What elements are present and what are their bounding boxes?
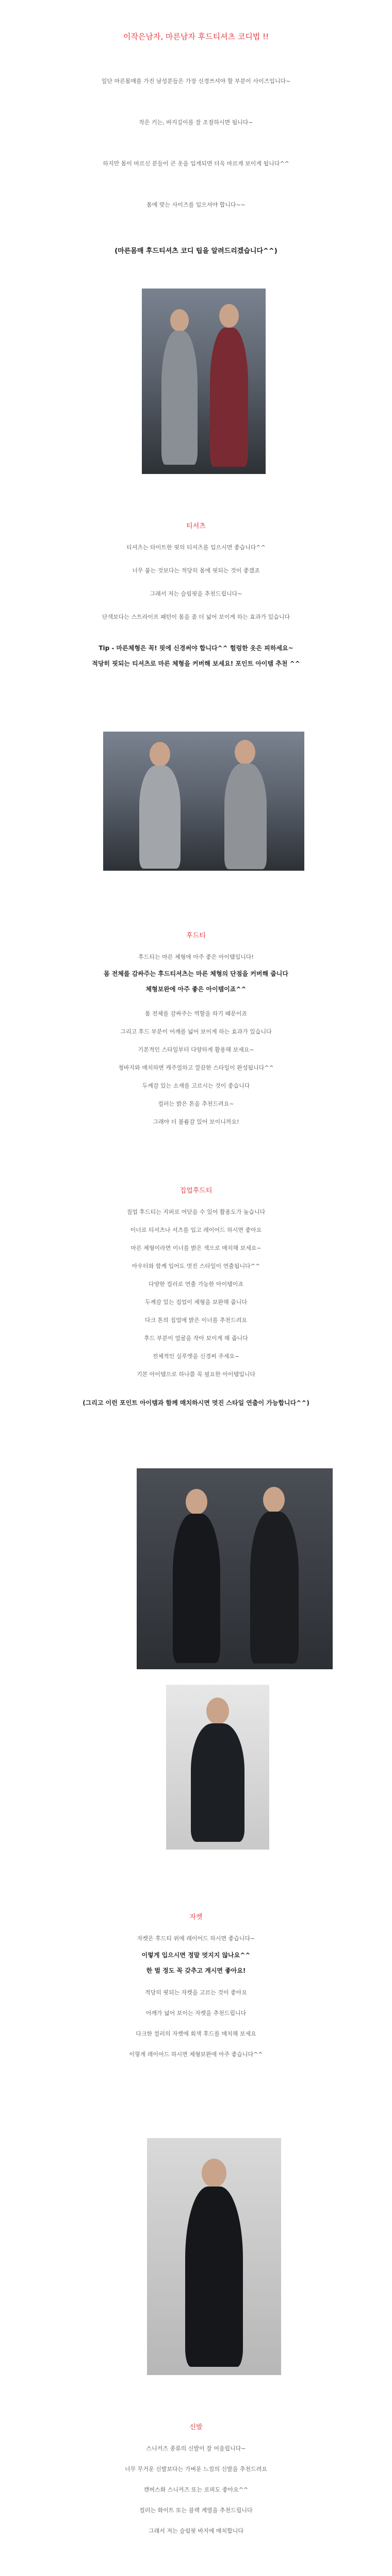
- section-line: 너무 무거운 신발보다는 가벼운 느낌의 신발을 추천드려요: [124, 2466, 267, 2472]
- photo-figure: [210, 328, 248, 467]
- photo: [137, 1468, 333, 1669]
- section-line: 아우터와 함께 입어도 멋진 스타일이 연출됩니다^^: [132, 1263, 260, 1269]
- section-line: 그래서 저는 슬림핏을 추천드립니다~: [150, 590, 242, 597]
- photo: [147, 2138, 281, 2375]
- photo: [142, 289, 266, 474]
- photo-figure-head: [235, 740, 255, 765]
- section-line: 단색보다는 스트라이프 패턴이 몸을 좀 더 넓어 보이게 하는 효과가 있습니다: [102, 614, 290, 620]
- section-bold-line: 이렇게 입으시면 정말 멋지지 않나요^^: [141, 1952, 251, 1959]
- section-line: 그리고 후드 부분이 어깨를 넓어 보이게 하는 효과가 있습니다: [120, 1028, 272, 1035]
- section-line: 기본 아이템으로 하나쯤 꼭 필요한 아이템입니다: [136, 1371, 255, 1378]
- intro-line: 하지만 몸이 마르신 분들이 큰 옷을 입게되면 더욱 마르게 보이게 됩니다^^: [103, 160, 289, 167]
- photo-figure-head: [170, 309, 189, 332]
- section-bold-line: 적당히 핏되는 티셔츠로 마른 체형을 커버해 보세요! 포인트 아이템 추천 ^^: [92, 660, 300, 667]
- section-line: 컬러는 화이트 또는 블랙 계열을 추천드립니다: [139, 2507, 253, 2514]
- section-line: 두께감 있는 소재를 고르시는 것이 좋습니다: [142, 1082, 250, 1089]
- section-line: 다크한 컬러의 자켓에 회색 후드를 매치해 보세요: [136, 2030, 256, 2037]
- section-line: 마른 체형이라면 이너를 밝은 색으로 매치해 보세요~: [130, 1245, 262, 1251]
- photo-figure-head: [206, 1698, 229, 1724]
- section-bold-line: 몸 전체를 감싸주는 후드티셔츠는 마른 체형의 단점을 커버해 줍니다: [103, 970, 288, 977]
- section-line: 집업 후드티는 지퍼로 여닫을 수 있어 활용도가 높습니다: [126, 1209, 266, 1215]
- section-heading-hoodie: 후드티: [186, 932, 206, 940]
- intro-line: 몸에 맞는 사이즈를 입으셔야 합니다~~: [146, 201, 246, 208]
- section-line: 이너로 티셔츠나 셔츠를 입고 레이어드 하시면 좋아요: [130, 1227, 262, 1233]
- section-heading-jacket: 자켓: [189, 1913, 203, 1921]
- photo: [166, 1685, 269, 1850]
- section-line: 다크 톤의 집업에 밝은 이너를 추천드려요: [144, 1317, 248, 1324]
- section-line: 이렇게 레이어드 하시면 체형보완에 아주 좋습니다^^: [129, 2051, 263, 2058]
- section-line: 다양한 컬러로 연출 가능한 아이템이죠: [148, 1281, 243, 1287]
- section-line: 티셔츠는 타이트한 핏의 티셔츠를 입으시면 좋습니다^^: [126, 544, 266, 551]
- section-line: 후드티는 마른 체형에 아주 좋은 아이템입니다!: [138, 954, 254, 960]
- section-line: 두께감 있는 집업이 체형을 보완해 줍니다: [144, 1299, 248, 1306]
- intro-bold: (마른몸매 후드티셔츠 코디 팁을 알려드리겠습니다^^): [115, 247, 277, 255]
- photo: [103, 732, 304, 871]
- photo-figure: [173, 1514, 220, 1663]
- photo-figure-head: [219, 304, 239, 328]
- photo-figure-head: [263, 1487, 285, 1513]
- section-line: 어깨가 넓어 보이는 자켓을 추천드립니다: [145, 2010, 247, 2016]
- section-line: 몸 전체를 감싸주는 역할을 하기 때문이죠: [144, 1010, 248, 1017]
- section-line: 기본적인 스타일부터 다양하게 활용해 보세요~: [138, 1046, 254, 1053]
- section-line: 그래야 더 볼륨감 있어 보이니까요!: [153, 1118, 239, 1125]
- section-line: 컬러는 밝은 톤을 추천드려요~: [158, 1100, 234, 1107]
- photo-figure: [185, 2187, 243, 2367]
- photo-figure: [224, 764, 267, 869]
- section-bold-line: (그리고 이런 포인트 아이템과 함께 매치하시면 멋진 스타일 연출이 가능합니다^^): [83, 1399, 309, 1406]
- section-line: 후드 부분이 얼굴을 작아 보이게 해 줍니다: [144, 1335, 248, 1342]
- section-line: 스니커즈 종류의 신발이 잘 어울립니다~: [146, 2445, 246, 2452]
- photo-figure-head: [186, 1489, 207, 1515]
- section-line: 전체적인 실루엣을 신경써 주세요~: [152, 1353, 240, 1360]
- section-line: 적당히 핏되는 자켓을 고르는 것이 좋아요: [144, 1989, 248, 1996]
- section-line: 자켓은 후드티 위에 레이어드 하시면 좋습니다~: [137, 1935, 255, 1942]
- photo-figure: [191, 1723, 244, 1842]
- section-line: 그래서 저는 슬림핏 바지에 매치합니다: [148, 2528, 243, 2534]
- photo-figure: [139, 766, 181, 869]
- section-bold-line: 한 벌 정도 꼭 갖추고 계시면 좋아요!: [146, 1967, 246, 1974]
- page-title: 이작은남자, 마른남자 후드티셔츠 코디법 !!: [123, 32, 269, 41]
- section-heading-shoes: 신발: [189, 2424, 203, 2431]
- section-line: 청바지와 매치하면 캐주얼하고 깔끔한 스타일이 완성됩니다^^: [118, 1064, 274, 1071]
- photo-figure-head: [202, 2159, 226, 2188]
- section-heading-tshirt: 티셔츠: [186, 522, 206, 530]
- section-line: 너무 붙는 것보다는 적당히 몸에 핏되는 것이 좋겠죠: [132, 567, 260, 574]
- section-bold-line: 체형보완에 아주 좋은 아이템이죠^^: [145, 986, 247, 993]
- intro-line: 일단 마른몸매를 가진 남성분들은 가장 신경쓰셔야 할 부분이 사이즈입니다~: [101, 78, 291, 84]
- section-line: 캔버스화 스니커즈 또는 로퍼도 좋아요^^: [143, 2486, 249, 2493]
- section-heading-zipup: 집업후드티: [179, 1187, 213, 1195]
- intro-line: 작은 키는, 바지길이를 잘 조절하시면 됩니다~: [139, 119, 253, 126]
- section-bold-line: Tip - 마른체형은 꼭! 핏에 신경써야 합니다^^ 헐렁한 옷은 피하세요~: [99, 645, 293, 652]
- photo-figure: [250, 1512, 299, 1664]
- photo-figure-head: [150, 742, 170, 767]
- photo-figure: [161, 331, 198, 465]
